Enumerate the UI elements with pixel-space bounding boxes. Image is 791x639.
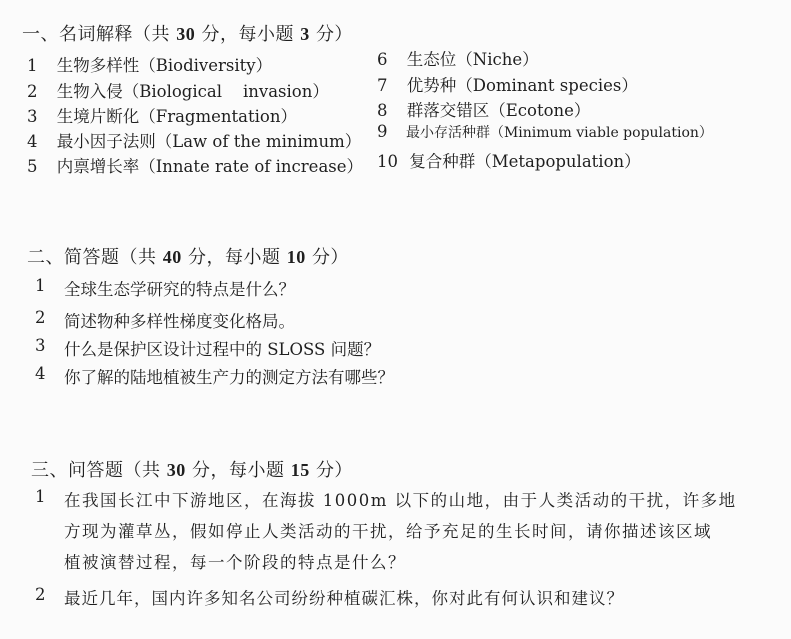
term-number: 3 bbox=[27, 107, 38, 126]
section1-title-points: 30 bbox=[176, 24, 196, 44]
section1-title-each: 3 bbox=[300, 24, 310, 44]
question-number: 2 bbox=[35, 585, 46, 604]
term-text: 复合种群（Metapopulation） bbox=[409, 152, 641, 171]
question-number: 2 bbox=[35, 308, 46, 327]
term-number: 1 bbox=[27, 56, 38, 75]
section3-title-prefix: 三、问答题（共 bbox=[31, 460, 161, 481]
question-number: 3 bbox=[35, 336, 46, 355]
section2-title-prefix: 二、简答题（共 bbox=[27, 247, 157, 268]
section3-title-points: 30 bbox=[166, 460, 186, 480]
section3-title bbox=[31, 456, 353, 482]
term-item bbox=[377, 46, 539, 70]
term-item bbox=[27, 78, 329, 102]
section3-title-mid: 分，每小题 bbox=[191, 460, 285, 481]
term-text: 生物多样性（Biodiversity） bbox=[56, 56, 273, 75]
question-number: 1 bbox=[35, 487, 46, 506]
term-text: 生物入侵（Biological invasion） bbox=[56, 82, 329, 101]
section2-title-mid: 分，每小题 bbox=[187, 247, 281, 268]
section2-title-points: 40 bbox=[162, 247, 182, 267]
term-number: 6 bbox=[377, 50, 388, 69]
term-text: 最小因子法则（Law of the minimum） bbox=[56, 132, 362, 151]
question-number: 1 bbox=[35, 276, 46, 295]
section2-title-suffix: 分） bbox=[311, 247, 349, 268]
section1-title-prefix: 一、名词解释（共 bbox=[22, 24, 170, 45]
section3-title-suffix: 分） bbox=[315, 460, 353, 481]
question-text-line: 方现为灌草丛，假如停止人类活动的干扰，给予充足的生长时间，请你描述该区域 bbox=[64, 522, 712, 541]
question-text: 什么是保护区设计过程中的 SLOSS 问题？ bbox=[64, 340, 381, 359]
question-text: 全球生态学研究的特点是什么？ bbox=[64, 280, 295, 299]
term-number: 8 bbox=[377, 101, 388, 120]
term-number: 2 bbox=[27, 82, 38, 101]
question-text: 最近几年，国内许多知名公司纷纷种植碳汇株，你对此有何认识和建议？ bbox=[64, 589, 624, 608]
term-text: 最小存活种群（Minimum viable population） bbox=[405, 125, 713, 141]
section3-title-each: 15 bbox=[290, 460, 310, 480]
term-item bbox=[27, 153, 363, 177]
term-item bbox=[377, 97, 590, 121]
section2-title-each: 10 bbox=[286, 247, 306, 267]
question-number: 4 bbox=[35, 364, 46, 383]
term-item bbox=[27, 52, 272, 76]
question-text-block bbox=[64, 487, 774, 580]
question-text-line: 植被演替过程，每一个阶段的特点是什么？ bbox=[64, 553, 406, 572]
section1-title-suffix: 分） bbox=[315, 24, 353, 45]
term-item bbox=[377, 72, 638, 96]
term-item bbox=[27, 103, 297, 127]
section1-title bbox=[22, 20, 353, 46]
term-item bbox=[377, 148, 641, 172]
term-item bbox=[27, 128, 361, 152]
term-text: 生境片断化（Fragmentation） bbox=[56, 107, 297, 126]
term-number: 7 bbox=[377, 76, 388, 95]
term-text: 群落交错区（Ecotone） bbox=[406, 101, 591, 120]
question-text: 简述物种多样性梯度变化格局。 bbox=[64, 312, 295, 331]
term-number: 4 bbox=[27, 132, 38, 151]
term-number: 5 bbox=[27, 157, 38, 176]
section1-title-mid: 分，每小题 bbox=[201, 24, 294, 45]
term-text: 生态位（Niche） bbox=[406, 50, 539, 69]
section2-title bbox=[27, 243, 349, 269]
term-number: 10 bbox=[377, 152, 398, 171]
term-text: 优势种（Dominant species） bbox=[406, 76, 638, 95]
question-text: 你了解的陆地植被生产力的测定方法有哪些？ bbox=[64, 368, 394, 387]
term-number: 9 bbox=[377, 122, 388, 141]
term-item bbox=[377, 122, 713, 142]
term-text: 内禀增长率（Innate rate of increase） bbox=[56, 157, 364, 176]
question-text-line: 在我国长江中下游地区，在海拔 1000m 以下的山地，由于人类活动的干扰，许多地 bbox=[64, 491, 737, 510]
